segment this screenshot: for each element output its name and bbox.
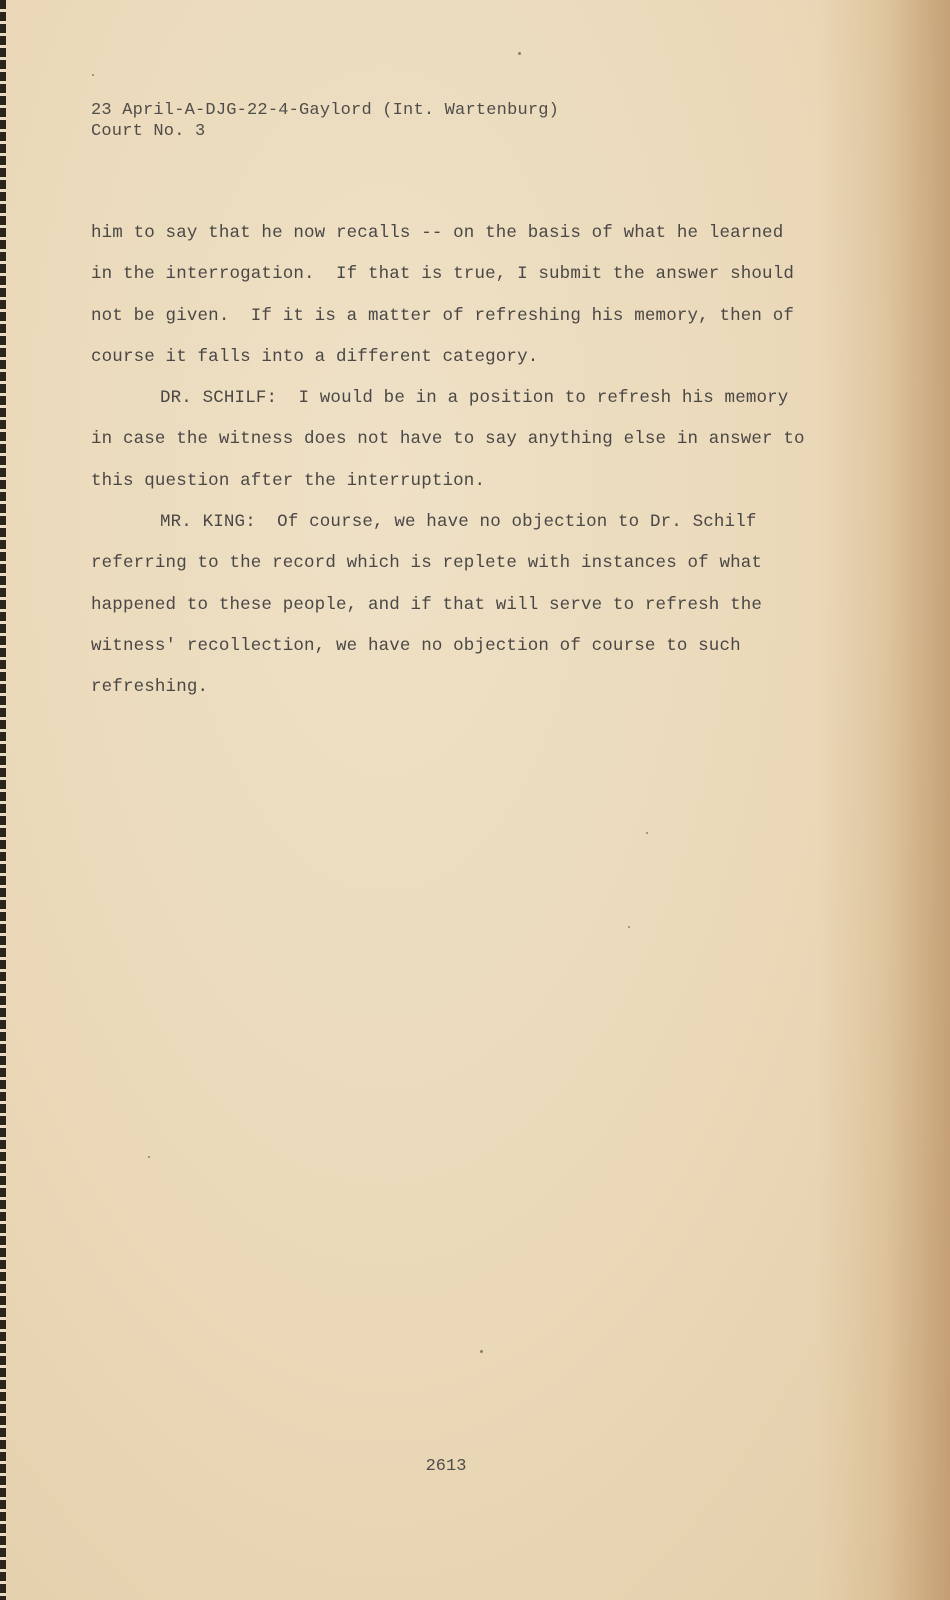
transcript-line: him to say that he now recalls -- on the basis of what he learned [91, 223, 784, 243]
header-line-2: Court No. 3 [91, 122, 206, 141]
document-header [91, 100, 559, 142]
header-line-1: 23 April-A-DJG-22-4-Gaylord (Int. Wartenburg) [91, 101, 560, 120]
transcript-line: refreshing. [91, 677, 209, 698]
paper-speck [628, 926, 630, 928]
paper-speck [518, 52, 521, 55]
transcript-line: referring to the record which is replete with instances of what [91, 553, 763, 574]
transcript-line: in the interrogation. If that is true, I submit the answer should [91, 264, 795, 285]
document-page [6, 0, 950, 1600]
transcript-line: course it falls into a different category. [91, 346, 539, 367]
transcript-line: in case the witness does not have to say anything else in answer to [91, 429, 805, 450]
paper-speck [646, 832, 648, 834]
paper-speck [148, 1156, 150, 1158]
page-number: 2613 [425, 1457, 467, 1476]
transcript-line: this question after the interruption. [91, 470, 486, 491]
transcript-body [91, 213, 811, 709]
transcript-line-speaker-king: MR. KING: Of course, we have no objection to Dr. Schilf [160, 512, 757, 533]
transcript-line: not be given. If it is a matter of refreshing his memory, then of [91, 305, 795, 326]
paper-speck [92, 74, 94, 76]
paper-speck [480, 1350, 483, 1353]
transcript-line: witness' recollection, we have no objection of course to such [91, 635, 741, 656]
transcript-line-speaker-schilf: DR. SCHILF: I would be in a position to refresh his memory [160, 388, 789, 409]
transcript-line: happened to these people, and if that will serve to refresh the [91, 594, 763, 615]
